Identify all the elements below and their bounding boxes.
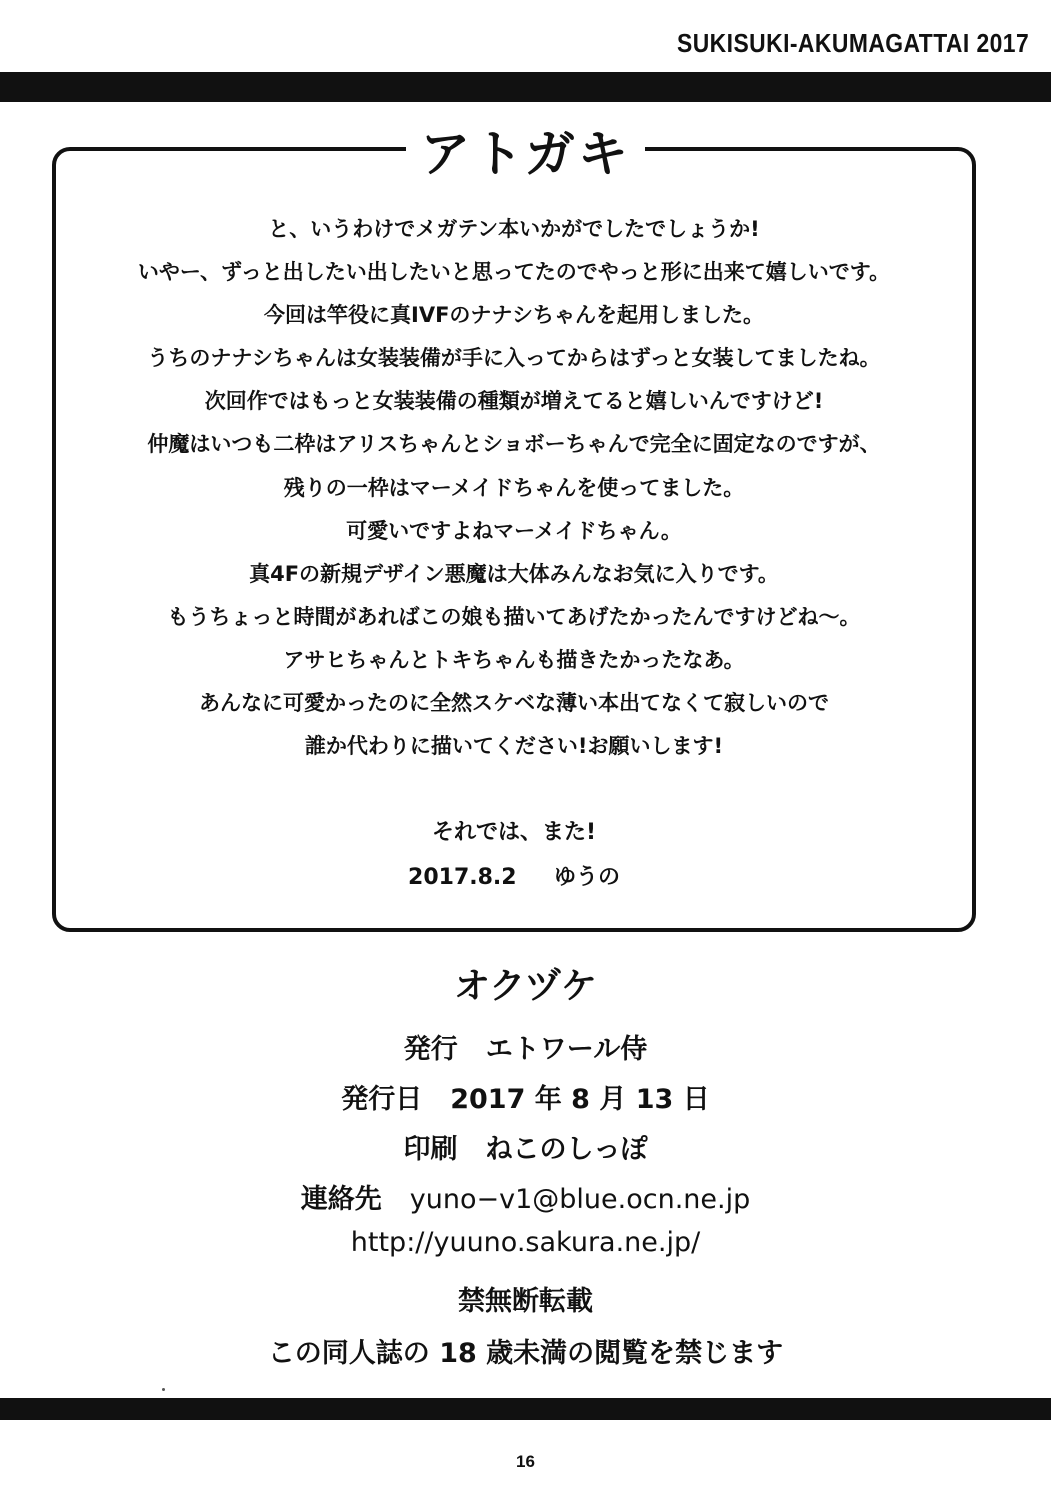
colophon-age-notice: この同人誌の 18 歳未満の閲覧を禁じます xyxy=(267,1338,784,1369)
page-number: 16 xyxy=(516,1452,535,1471)
afterword-line-2: いやー、ずっと出したい出したいと思ってたのでやっと形に出来て嬉しいです。 xyxy=(137,260,891,284)
afterword-closing: それでは、また! xyxy=(431,820,597,845)
print-speck xyxy=(162,1388,165,1391)
colophon-date-row xyxy=(0,1077,1051,1116)
afterword-line-4: うちのナナシちゃんは女装装備が手に入ってからはずっと女装してましたね。 xyxy=(147,346,881,370)
afterword-line-10: もうちょっと時間があればこの娘も描いてあげたかったんですけどね～。 xyxy=(167,605,861,629)
afterword-line-11: アサヒちゃんとトキちゃんも描きたかったなあ。 xyxy=(283,648,745,672)
afterword-line-8: 可愛いですよねマーメイドちゃん。 xyxy=(346,519,682,543)
contact-email: yuno−v1@blue.ocn.ne.jp xyxy=(409,1184,751,1215)
afterword-line-6: 仲魔はいつも二枠はアリスちゃんとショボーちゃんで完全に固定なのですが、 xyxy=(147,432,881,456)
footer-bar xyxy=(0,1398,1051,1420)
afterword-line-1: と、いうわけでメガテン本いかがでしたでしょうか! xyxy=(268,217,760,241)
afterword-line-3: 今回は竿役に真IVFのナナシちゃんを起用しました。 xyxy=(264,303,764,327)
colophon-url: http://yuuno.sakura.ne.jp/ xyxy=(350,1227,701,1258)
contact-label: 連絡先 xyxy=(300,1184,382,1215)
afterword-line-12: あんなに可愛かったのに全然スケベな薄い本出てなくて寂しいので xyxy=(199,691,829,715)
colophon-no-reprint: 禁無断転載 xyxy=(458,1286,593,1317)
colophon-printer-row xyxy=(0,1127,1051,1166)
date-label: 発行日 xyxy=(341,1084,423,1115)
afterword-line-5: 次回作ではもっと女装装備の種類が増えてると嬉しいんですけど! xyxy=(204,389,824,413)
printer-value: ねこのしっぽ xyxy=(485,1134,648,1165)
header-title: SUKISUKI-AKUMAGATTAI 2017 xyxy=(676,28,1029,58)
afterword-date: 2017.8.2 xyxy=(408,865,517,890)
colophon-publisher-row xyxy=(0,1027,1051,1066)
publisher-label: 発行 xyxy=(403,1034,458,1065)
date-value: 2017 年 8 月 13 日 xyxy=(450,1084,710,1115)
afterword-line-9: 真4Fの新規デザイン悪魔は大体みんなお気に入りです。 xyxy=(249,562,779,586)
afterword-line-7: 残りの一枠はマーメイドちゃんを使ってました。 xyxy=(283,476,745,500)
header-bar xyxy=(0,72,1051,102)
publisher-value: エトワール侍 xyxy=(485,1034,648,1065)
afterword-title-wrap xyxy=(0,122,1051,186)
printer-label: 印刷 xyxy=(403,1134,458,1165)
colophon-contact-row xyxy=(0,1177,1051,1216)
afterword-line-13: 誰か代わりに描いてください!お願いします! xyxy=(304,734,724,758)
afterword-title: アトガキ xyxy=(406,122,645,186)
afterword-author: ゆうの xyxy=(553,865,620,890)
afterword-signature xyxy=(52,860,976,891)
colophon-title: オクヅケ xyxy=(454,966,597,1007)
